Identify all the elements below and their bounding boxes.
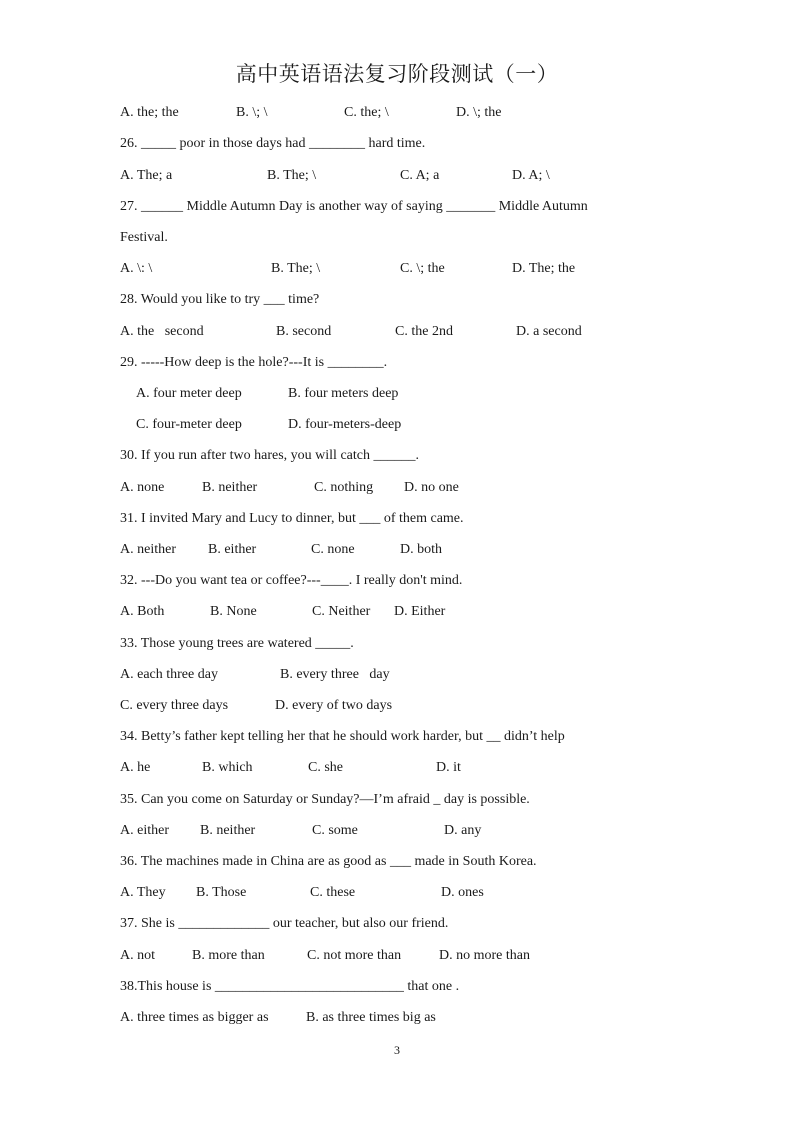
q37-option-a: A. not [120, 948, 155, 963]
q35-option-c: C. some [312, 823, 358, 838]
q34-option-a: A. he [120, 760, 151, 775]
q25-option-b: B. \; \ [236, 105, 268, 120]
question-32: 32. ---Do you want tea or coffee?---____. I really don't mind. [120, 573, 463, 588]
q33-option-d: D. every of two days [275, 698, 393, 713]
question-28: 28. Would you like to try ___ time? [120, 292, 320, 307]
q29-option-c: C. four-meter deep [136, 417, 242, 432]
q36-option-d: D. ones [441, 885, 484, 900]
question-31: 31. I invited Mary and Lucy to dinner, but ___ of them came. [120, 511, 464, 526]
q38-option-a: A. three times as bigger as [120, 1010, 269, 1025]
q31-option-a: A. neither [120, 542, 176, 557]
q25-option-d: D. \; the [456, 105, 502, 120]
q27-option-d: D. The; the [512, 261, 576, 276]
q31-option-d: D. both [400, 542, 442, 557]
q34-option-b: B. which [202, 760, 253, 775]
q32-option-c: C. Neither [312, 604, 371, 619]
q31-option-b: B. either [208, 542, 257, 557]
q32-option-a: A. Both [120, 604, 165, 619]
q28-option-d: D. a second [516, 324, 582, 339]
q29-option-a: A. four meter deep [136, 386, 242, 401]
q35-option-b: B. neither [200, 823, 256, 838]
question-33: 33. Those young trees are watered _____. [120, 636, 354, 651]
q33-option-c: C. every three days [120, 698, 229, 713]
q33-option-b: B. every three day [280, 667, 390, 682]
q35-option-a: A. either [120, 823, 169, 838]
q26-option-b: B. The; \ [267, 168, 317, 183]
page-title: 高中英语语法复习阶段测试（一） [235, 62, 559, 86]
question-36: 36. The machines made in China are as good as ___ made in South Korea. [120, 854, 537, 869]
q28-option-b: B. second [276, 324, 332, 339]
q35-option-d: D. any [444, 823, 482, 838]
question-34: 34. Betty’s father kept telling her that he should work harder, but __ didn’t help [120, 729, 565, 744]
q26-option-c: C. A; a [400, 168, 440, 183]
q34-option-c: C. she [308, 760, 343, 775]
question-30: 30. If you run after two hares, you will catch ______. [120, 448, 419, 463]
q30-option-d: D. no one [404, 480, 459, 495]
q32-option-b: B. None [210, 604, 257, 619]
q32-option-d: D. Either [394, 604, 446, 619]
question-26: 26. _____ poor in those days had ________ hard time. [120, 136, 426, 151]
q30-option-b: B. neither [202, 480, 258, 495]
q29-option-d: D. four-meters-deep [288, 417, 402, 432]
q27-option-a: A. \: \ [120, 261, 153, 276]
question-29: 29. -----How deep is the hole?---It is ________. [120, 355, 388, 370]
q37-option-c: C. not more than [307, 948, 402, 963]
q25-option-c: C. the; \ [344, 105, 389, 120]
question-38: 38.This house is ___________________________ that one . [120, 979, 460, 994]
question-35: 35. Can you come on Saturday or Sunday?—I’m afraid _ day is possible. [120, 792, 530, 807]
q36-option-b: B. Those [196, 885, 247, 900]
q30-option-c: C. nothing [314, 480, 374, 495]
q37-option-d: D. no more than [439, 948, 530, 963]
question-37: 37. She is _____________ our teacher, but also our friend. [120, 916, 449, 931]
q30-option-a: A. none [120, 480, 165, 495]
q26-option-d: D. A; \ [512, 168, 550, 183]
q38-option-b: B. as three times big as [306, 1010, 436, 1025]
q27-option-c: C. \; the [400, 261, 445, 276]
q33-option-a: A. each three day [120, 667, 218, 682]
q29-option-b: B. four meters deep [288, 386, 399, 401]
q28-option-a: A. the second [120, 324, 204, 339]
q27-option-b: B. The; \ [271, 261, 321, 276]
q28-option-c: C. the 2nd [395, 324, 453, 339]
q36-option-c: C. these [310, 885, 356, 900]
question-27-line-1: 27. ______ Middle Autumn Day is another way of saying _______ Middle Autumn [120, 199, 588, 214]
q26-option-a: A. The; a [120, 168, 173, 183]
q36-option-a: A. They [120, 885, 166, 900]
q34-option-d: D. it [436, 760, 461, 775]
q37-option-b: B. more than [192, 948, 265, 963]
q31-option-c: C. none [311, 542, 355, 557]
page-number: 3 [394, 1043, 400, 1057]
question-27-line-2: Festival. [120, 230, 168, 245]
q25-option-a: A. the; the [120, 105, 179, 120]
